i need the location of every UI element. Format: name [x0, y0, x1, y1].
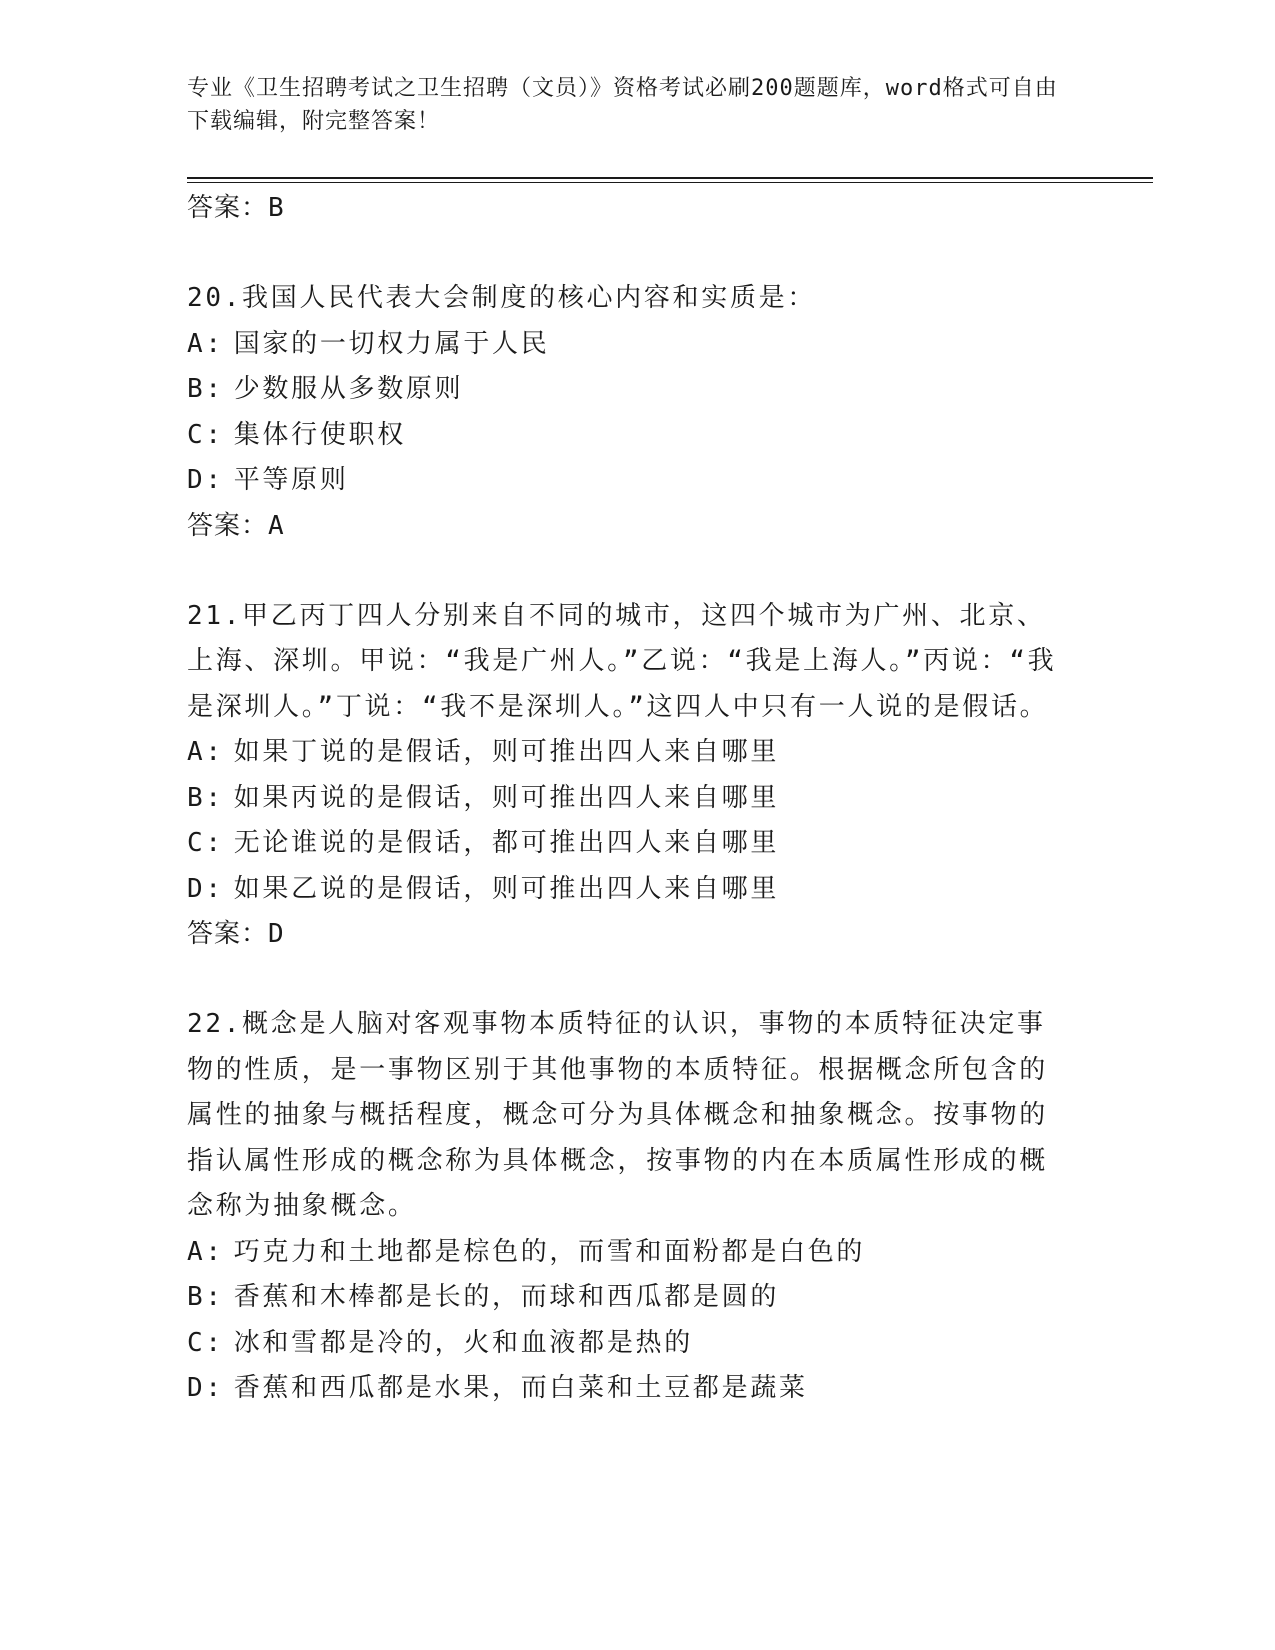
question-stem: 22.概念是人脑对客观事物本质特征的认识，事物的本质特征决定事物的性质，是一事物区别于其他事物的本质特征。根据概念所包含的属性的抽象与概括程度，概念可分为具体概念和抽象概念。按事物的指认属性形成的概念称为具体概念，按事物的内在本质属性形成的概念称为抽象概念。 [187, 1009, 1049, 1221]
answer-21: 答案：D [187, 919, 285, 949]
option-d: D: 香蕉和西瓜都是水果，而白菜和土豆都是蔬菜 [187, 1373, 808, 1403]
option-key: D [187, 873, 206, 904]
option-key: D [187, 1373, 206, 1403]
option-a: A: 如果丁说的是假话，则可推出四人来自哪里 [187, 737, 780, 767]
option-text: 无论谁说的是假话，都可推出四人来自哪里 [233, 828, 780, 858]
option-text: 香蕉和木棒都是长的，而球和西瓜都是圆的 [233, 1282, 780, 1312]
option-key: A [187, 737, 206, 767]
option-a: A: 巧克力和土地都是棕色的，而雪和面粉都是白色的 [187, 1236, 866, 1267]
question-stem: 20.我国人民代表大会制度的核心内容和实质是： [187, 283, 817, 313]
option-d: D: 如果乙说的是假话，则可推出四人来自哪里 [187, 873, 780, 904]
option-a: A: 国家的一切权力属于人民 [187, 328, 550, 359]
option-key: A [187, 1236, 206, 1267]
document-body [187, 186, 1087, 1412]
answer-20: 答案：A [187, 510, 285, 541]
option-key: D [187, 465, 206, 495]
option-b: B: 少数服从多数原则 [187, 374, 464, 404]
option-key: B [187, 782, 206, 813]
answer-19: 答案：B [187, 193, 285, 223]
option-key: B [187, 374, 206, 404]
option-key: C [187, 1327, 206, 1358]
question-21 [187, 594, 1087, 958]
option-text: 如果乙说的是假话，则可推出四人来自哪里 [233, 873, 780, 904]
header-divider [187, 177, 1153, 179]
option-text: 平等原则 [233, 465, 349, 495]
header-divider-thin [187, 182, 1153, 183]
option-key: C [187, 419, 206, 450]
option-text: 香蕉和西瓜都是水果，而白菜和土豆都是蔬菜 [233, 1373, 808, 1403]
option-text: 少数服从多数原则 [233, 374, 464, 404]
option-c: C: 冰和雪都是冷的，火和血液都是热的 [187, 1327, 693, 1358]
question-20 [187, 276, 1087, 549]
option-text: 国家的一切权力属于人民 [233, 328, 550, 359]
question-22 [187, 1002, 1087, 1412]
option-b: B: 香蕉和木棒都是长的，而球和西瓜都是圆的 [187, 1282, 780, 1312]
option-d: D: 平等原则 [187, 465, 349, 495]
option-text: 如果丙说的是假话，则可推出四人来自哪里 [233, 782, 780, 813]
option-text: 巧克力和土地都是棕色的，而雪和面粉都是白色的 [233, 1236, 866, 1267]
option-c: C: 集体行使职权 [187, 419, 406, 450]
option-c: C: 无论谁说的是假话，都可推出四人来自哪里 [187, 828, 780, 858]
option-key: C [187, 828, 206, 858]
option-key: A [187, 328, 206, 359]
option-text: 集体行使职权 [233, 419, 406, 450]
option-key: B [187, 1282, 206, 1312]
option-text: 如果丁说的是假话，则可推出四人来自哪里 [233, 737, 780, 767]
option-text: 冰和雪都是冷的，火和血液都是热的 [233, 1327, 693, 1358]
option-b: B: 如果丙说的是假话，则可推出四人来自哪里 [187, 782, 780, 813]
document-header: 专业《卫生招聘考试之卫生招聘（文员）》资格考试必刷200题题库，word格式可自由下载编辑，附完整答案！ [187, 76, 1058, 134]
question-stem: 21.甲乙丙丁四人分别来自不同的城市，这四个城市为广州、北京、上海、深圳。甲说：“我是广州人。”乙说：“我是上海人。”丙说：“我是深圳人。”丁说：“我不是深圳人。”这四人中只有一人说的是假话。 [187, 600, 1057, 722]
